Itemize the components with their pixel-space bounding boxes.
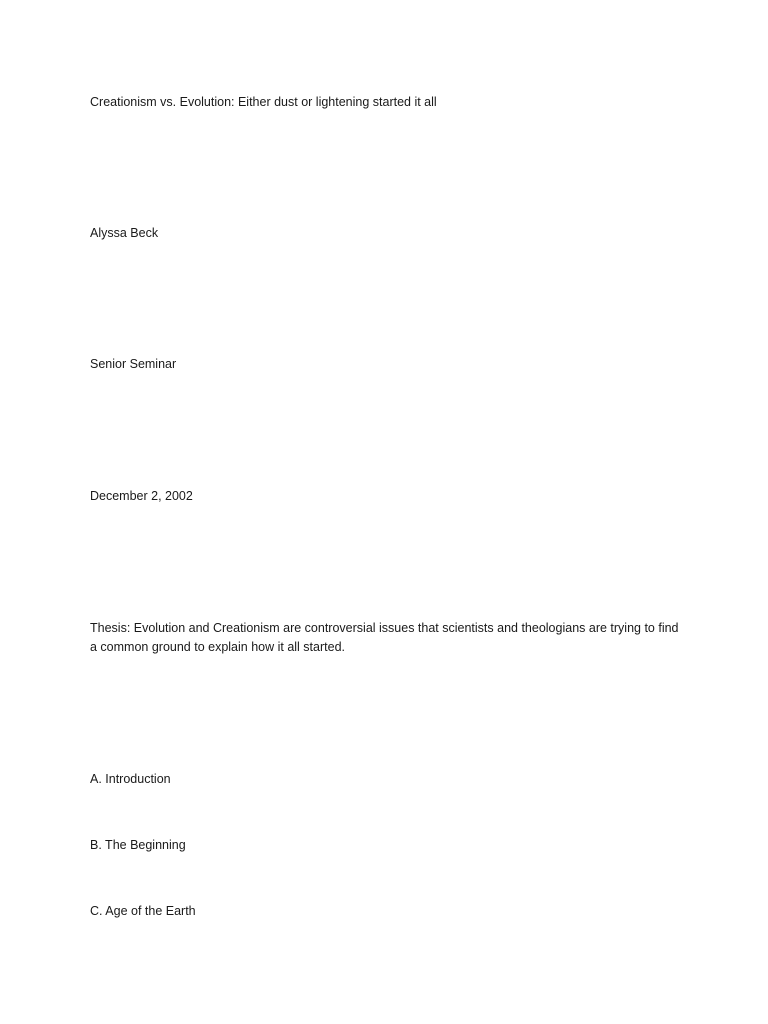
document-title: Creationism vs. Evolution: Either dust or lightening started it all <box>90 95 437 109</box>
document-date: December 2, 2002 <box>90 489 193 503</box>
author-name: Alyssa Beck <box>90 226 159 240</box>
course-name: Senior Seminar <box>90 357 177 371</box>
outline-item-beginning: B. The Beginning <box>90 838 186 852</box>
thesis-statement: Thesis: Evolution and Creationism are controversial issues that scientists and theologians are trying to find a common ground to explain how it all started. <box>90 621 679 654</box>
outline-item-introduction: A. Introduction <box>90 772 171 786</box>
outline-item-age-of-earth: C. Age of the Earth <box>90 904 196 918</box>
